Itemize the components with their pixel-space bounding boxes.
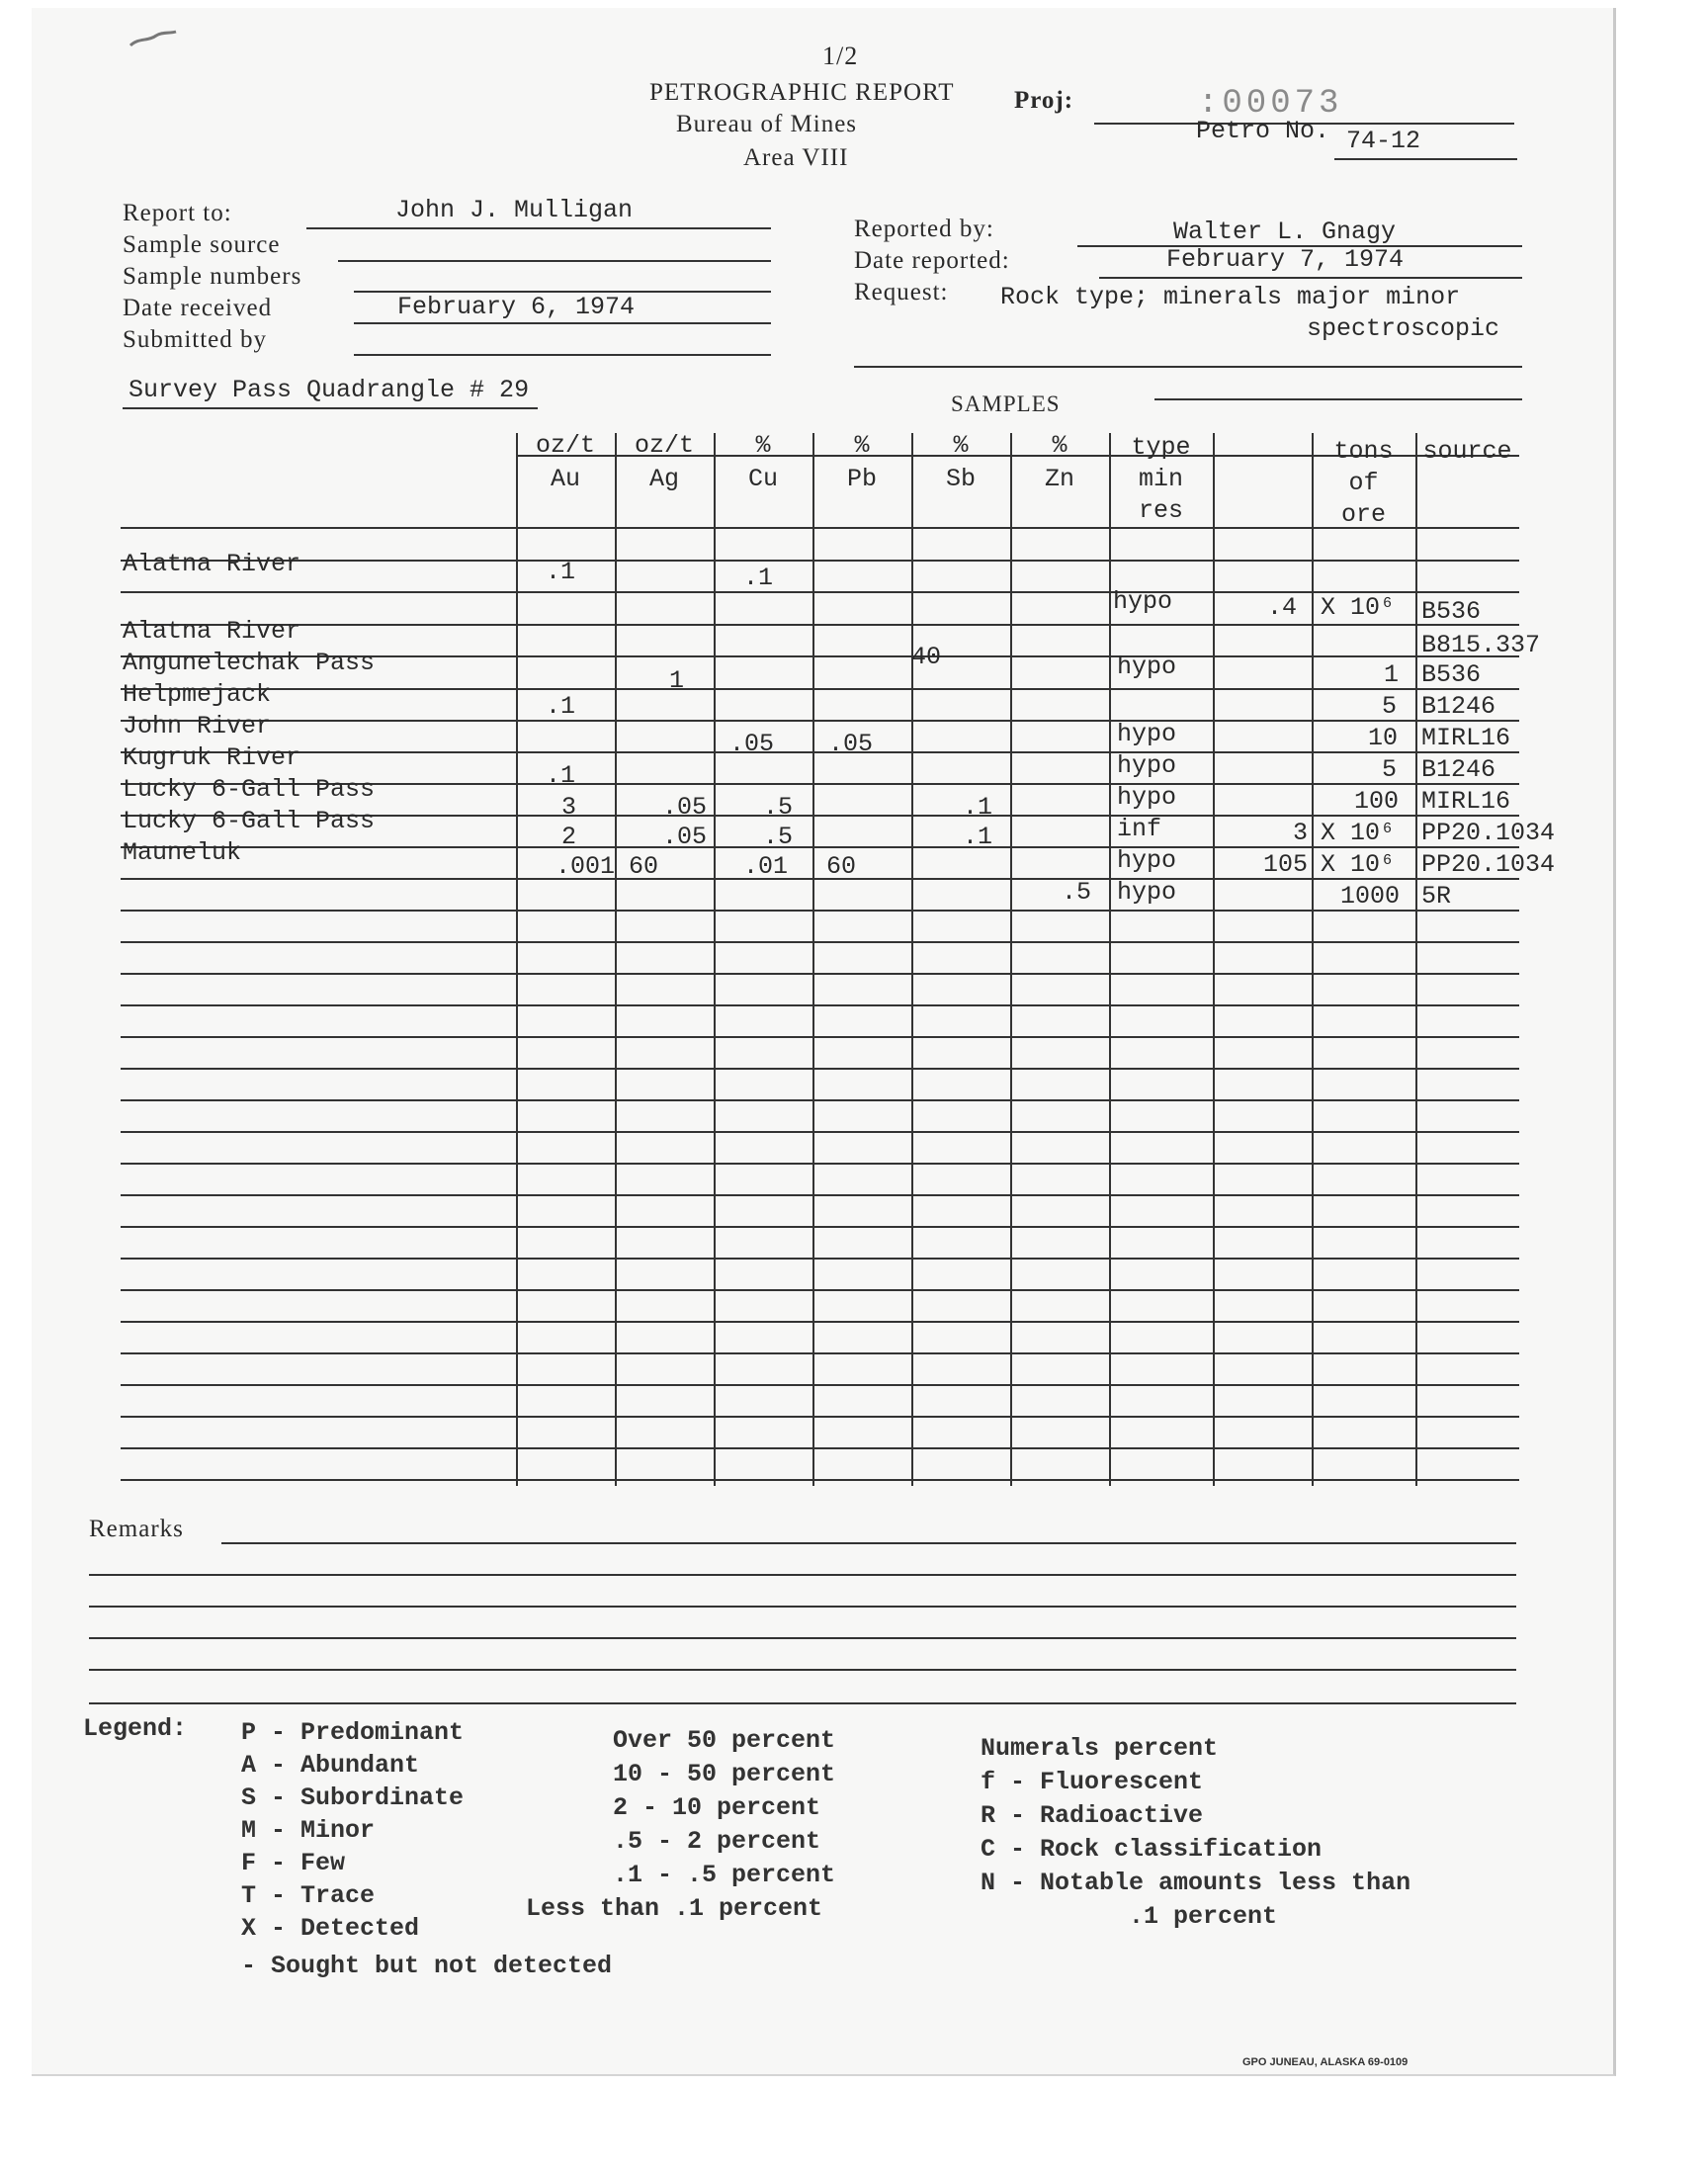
table-rule — [121, 973, 1519, 975]
header-ag-unit: oz/t — [634, 431, 694, 460]
request-value-1: Rock type; minerals major minor — [1000, 283, 1461, 311]
cell-cu: .05 — [729, 730, 775, 758]
header-zn-unit: % — [1052, 431, 1068, 460]
cell-au: 2 — [561, 823, 577, 851]
table-row-name: Helpmejack — [123, 680, 272, 709]
cell-tons: X 10⁶ — [1321, 819, 1396, 847]
table-rule — [121, 720, 1519, 722]
cell-source: B1246 — [1421, 692, 1496, 721]
table-rule — [121, 1321, 1519, 1323]
header-au: Au — [550, 465, 580, 493]
table-row-name: John River — [123, 712, 272, 740]
survey-title: Survey Pass Quadrangle # 29 — [128, 376, 530, 404]
table-rule — [121, 1068, 1519, 1070]
table-rule — [121, 846, 1519, 848]
request-label: Request: — [854, 279, 949, 305]
cell-type: hypo — [1117, 783, 1177, 812]
date-reported-value: February 7, 1974 — [1166, 245, 1405, 274]
legend-item: R - Radioactive — [981, 1801, 1204, 1830]
legend-item: M - Minor — [241, 1816, 376, 1845]
cell-source: MIRL16 — [1421, 724, 1511, 752]
request-underline-1 — [854, 366, 1522, 368]
table-column-rule — [615, 433, 617, 1486]
cell-ag: .05 — [662, 793, 708, 822]
legend-item: N - Notable amounts less than — [981, 1869, 1411, 1897]
cell-au: .1 — [546, 761, 576, 790]
legend-item: X - Detected — [241, 1914, 420, 1943]
table-column-rule — [1213, 433, 1215, 1486]
table-column-rule — [812, 433, 814, 1486]
table-row-name: Lucky 6-Gall Pass — [123, 807, 376, 835]
table-column-rule — [714, 433, 716, 1486]
sample-source-label: Sample source — [123, 231, 281, 258]
table-rule — [121, 1384, 1519, 1386]
remarks-label: Remarks — [89, 1516, 184, 1542]
cell-source: B1246 — [1421, 755, 1496, 784]
printer-mark: GPO JUNEAU, ALASKA 69-0109 — [1242, 2056, 1409, 2068]
legend-label: Legend: — [83, 1714, 188, 1743]
pen-mark-icon — [128, 30, 178, 49]
cell-source: PP20.1034 — [1421, 819, 1556, 847]
petro-underline — [1334, 158, 1517, 160]
cell-source: B536 — [1421, 660, 1482, 689]
header-ag: Ag — [648, 465, 679, 493]
table-column-rule — [516, 433, 518, 1486]
table-rule — [121, 910, 1519, 912]
legend-item: - Sought but not detected — [241, 1952, 613, 1980]
cell-ag: .05 — [662, 823, 708, 851]
table-column-rule — [911, 433, 913, 1486]
table-rule — [121, 1036, 1519, 1038]
header-tons: tons — [1333, 437, 1394, 466]
cell-type: hypo — [1117, 751, 1177, 780]
cell-multiplier: 105 — [1263, 850, 1309, 879]
date-reported-label: Date reported: — [854, 247, 1010, 274]
sample-numbers-label: Sample numbers — [123, 263, 302, 290]
legend-item: F - Few — [241, 1849, 346, 1877]
cell-au: 3 — [561, 793, 577, 822]
table-rule — [121, 1163, 1519, 1165]
petro-label: Petro No. — [1196, 117, 1330, 145]
legend-item: C - Rock classification — [981, 1835, 1323, 1864]
page-number: 1/2 — [822, 42, 859, 70]
legend-item: A - Abundant — [241, 1751, 420, 1780]
header-type-min: min — [1138, 465, 1183, 493]
cell-type: hypo — [1117, 720, 1177, 748]
cell-type: hypo — [1113, 587, 1173, 616]
table-column-rule — [1312, 433, 1314, 1486]
legend-item: T - Trace — [241, 1881, 376, 1910]
header-type-res: res — [1138, 496, 1183, 525]
header-pb: Pb — [846, 465, 877, 493]
cell-sb: .1 — [963, 823, 993, 851]
cell-source: B815.337 — [1421, 631, 1541, 659]
cell-cu: .5 — [763, 823, 794, 851]
table-rule — [121, 688, 1519, 690]
cell-tons: 10 — [1368, 724, 1399, 752]
table-rule — [121, 1352, 1519, 1354]
table-rule — [121, 941, 1519, 943]
table-rule — [121, 1258, 1519, 1260]
header-pb-unit: % — [854, 431, 870, 460]
table-rule — [121, 751, 1519, 753]
cell-cu: .01 — [743, 852, 789, 881]
cell-tons: 1000 — [1340, 882, 1401, 911]
remarks-line — [89, 1637, 1516, 1639]
cell-source: PP20.1034 — [1421, 850, 1556, 879]
legend-item: .1 percent — [981, 1902, 1278, 1931]
date-reported-underline — [1099, 277, 1522, 279]
header-sb-unit: % — [953, 431, 969, 460]
header-cu: Cu — [747, 465, 778, 493]
table-rule — [121, 1131, 1519, 1133]
table-row-name: Angunelechak Pass — [123, 649, 376, 677]
cell-sb: .1 — [963, 793, 993, 822]
table-rule — [121, 624, 1519, 626]
cell-multiplier: .4 — [1267, 593, 1298, 622]
remarks-line — [89, 1702, 1516, 1704]
table-row-name: Lucky 6-Gall Pass — [123, 775, 376, 804]
cell-tons: X 10⁶ — [1321, 850, 1396, 879]
table-rule — [121, 1099, 1519, 1101]
sample-source-underline — [338, 260, 771, 262]
report-to-value: John J. Mulligan — [395, 196, 634, 224]
legend-item: P - Predominant — [241, 1718, 465, 1747]
legend-item: Over 50 percent — [613, 1726, 836, 1755]
date-received-underline — [354, 322, 771, 324]
table-rule — [121, 878, 1519, 880]
remarks-line — [89, 1574, 1516, 1576]
samples-table — [121, 431, 1556, 1501]
submitted-by-underline — [354, 354, 771, 356]
submitted-by-label: Submitted by — [123, 326, 268, 353]
proj-label: Proj: — [1014, 87, 1074, 114]
table-rule — [121, 1416, 1519, 1418]
header-type: type — [1131, 433, 1191, 462]
table-rule — [121, 591, 1519, 593]
cell-type: hypo — [1117, 878, 1177, 907]
cell-sb: 40 — [911, 643, 942, 671]
header-source: source — [1422, 437, 1512, 466]
cell-au: .001 — [555, 852, 616, 881]
legend-item: Numerals percent — [981, 1734, 1219, 1763]
table-row-name: Mauneluk — [123, 838, 242, 867]
cell-ag: 1 — [669, 666, 685, 695]
samples-label: SAMPLES — [951, 392, 1061, 416]
table-rule — [121, 1447, 1519, 1449]
cell-pb: .05 — [828, 730, 874, 758]
header-cu-unit: % — [755, 431, 771, 460]
cell-pb: 60 — [826, 852, 857, 881]
table-column-rule — [1010, 433, 1012, 1486]
table-rule — [121, 1226, 1519, 1228]
cell-source: MIRL16 — [1421, 787, 1511, 816]
cell-tons: 5 — [1382, 692, 1398, 721]
table-rule — [121, 560, 1519, 562]
legend-item: S - Subordinate — [241, 1784, 465, 1812]
cell-au: .1 — [546, 692, 576, 721]
petro-number: 74-12 — [1346, 127, 1421, 155]
table-row-name: Kugruk River — [123, 743, 301, 772]
header-zn: Zn — [1044, 465, 1074, 493]
table-row-name: Alatna River — [123, 617, 301, 646]
date-received-label: Date received — [123, 295, 273, 321]
header-sb: Sb — [945, 465, 976, 493]
cell-source: B536 — [1421, 597, 1482, 626]
legend-item: Less than .1 percent — [526, 1894, 823, 1923]
report-to-label: Report to: — [123, 200, 232, 226]
table-column-rule — [1415, 433, 1417, 1486]
cell-type: hypo — [1117, 652, 1177, 681]
header-tons-of: of — [1348, 469, 1379, 497]
request-underline-2 — [1154, 398, 1522, 400]
cell-tons: X 10⁶ — [1321, 593, 1396, 622]
report-to-underline — [306, 227, 771, 229]
date-received-value: February 6, 1974 — [397, 293, 636, 321]
report-sheet — [32, 8, 1616, 2076]
remarks-line — [89, 1669, 1516, 1671]
request-value-2: spectroscopic — [1307, 314, 1500, 343]
cell-type: hypo — [1117, 846, 1177, 875]
table-rule — [121, 1194, 1519, 1196]
cell-tons: 100 — [1354, 787, 1400, 816]
remarks-line — [89, 1606, 1516, 1608]
report-title: PETROGRAPHIC REPORT — [649, 79, 955, 106]
table-column-rule — [1109, 433, 1111, 1486]
cell-cu: .5 — [763, 793, 794, 822]
cell-type: inf — [1117, 815, 1162, 843]
reported-by-label: Reported by: — [854, 216, 994, 242]
header-tons-ore: ore — [1340, 500, 1386, 529]
cell-tons: 5 — [1382, 755, 1398, 784]
cell-source: 5R — [1421, 882, 1452, 911]
table-rule — [121, 1479, 1519, 1481]
table-row-name: Alatna River — [123, 550, 301, 578]
legend-item: f - Fluorescent — [981, 1768, 1204, 1796]
header-au-unit: oz/t — [535, 431, 595, 460]
report-area: Area VIII — [743, 144, 849, 171]
remarks-line — [221, 1542, 1516, 1544]
cell-multiplier: 3 — [1293, 819, 1309, 847]
table-rule — [121, 527, 1519, 529]
cell-ag: 60 — [629, 852, 659, 881]
legend-item: 10 - 50 percent — [613, 1760, 836, 1788]
table-rule — [121, 1004, 1519, 1006]
survey-underline — [123, 407, 538, 409]
table-rule — [121, 1289, 1519, 1291]
legend-item: 2 - 10 percent — [613, 1793, 821, 1822]
reported-by-value: Walter L. Gnagy — [1173, 218, 1397, 246]
legend-item: .1 - .5 percent — [613, 1861, 836, 1889]
legend-item: .5 - 2 percent — [613, 1827, 821, 1856]
proj-number-stamp: :00073 — [1198, 85, 1343, 123]
cell-tons: 1 — [1384, 660, 1400, 689]
cell-zn: .5 — [1062, 878, 1092, 907]
cell-au: .1 — [546, 558, 576, 586]
cell-cu: .1 — [743, 564, 774, 592]
report-agency: Bureau of Mines — [676, 111, 858, 137]
